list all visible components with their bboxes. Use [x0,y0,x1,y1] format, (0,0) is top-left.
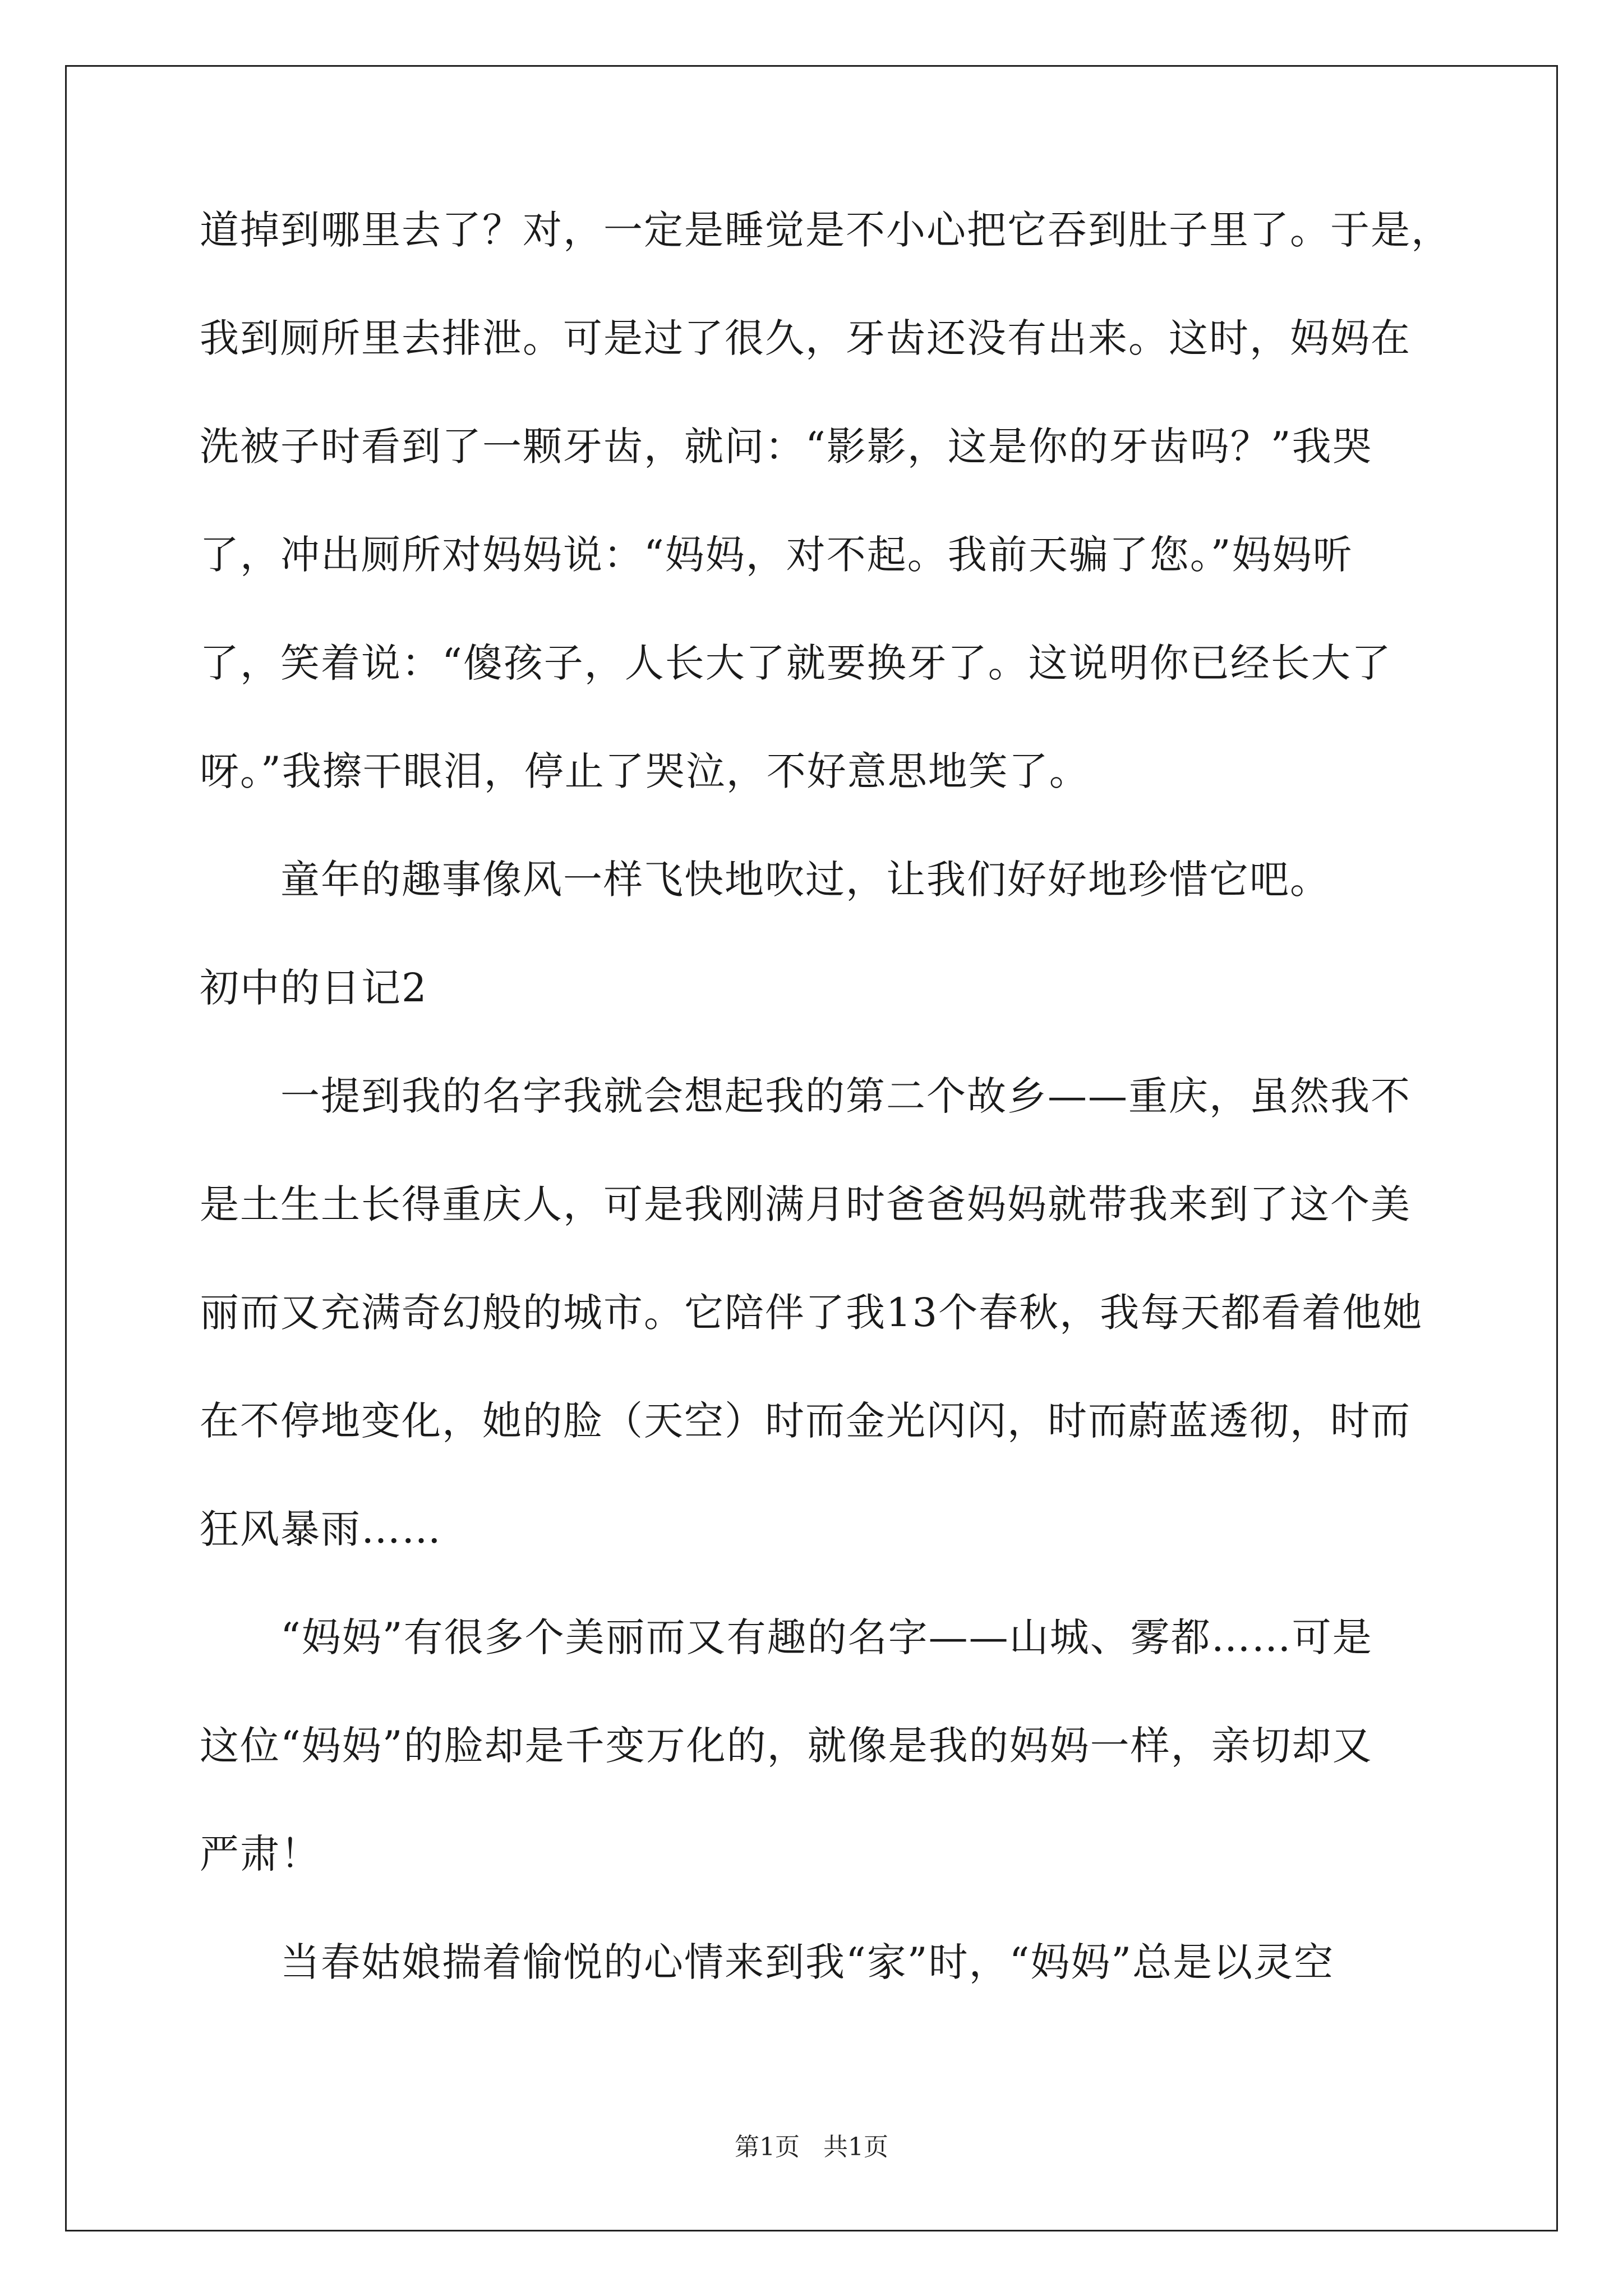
text-line: 了，笑着说：“傻孩子，人长大了就要换牙了。这说明你已经长大了 [200,640,1392,686]
text-line: 是土生土长得重庆人，可是我刚满月时爸爸妈妈就带我来到了这个美 [200,1181,1411,1227]
text-line: 严肃！ [200,1831,321,1877]
text-line: 丽而又充满奇幻般的城市。它陪伴了我13个春秋，我每天都看着他她 [200,1290,1423,1336]
text-line: 狂风暴雨…… [200,1506,442,1552]
text-line: 在不停地变化，她的脸（天空）时而金光闪闪，时而蔚蓝透彻，时而 [200,1398,1411,1444]
text-line: 呀。”我擦干眼泪，停止了哭泣，不好意思地笑了。 [200,748,1090,794]
text-line: 一提到我的名字我就会想起我的第二个故乡——重庆，虽然我不 [200,1073,1411,1119]
text-line: 当春姑娘揣着愉悦的心情来到我“家”时，“妈妈”总是以灵空 [200,1939,1335,1985]
page-border [65,65,1558,2231]
text-line: 童年的趣事像风一样飞快地吹过，让我们好好地珍惜它吧。 [200,857,1330,903]
page-footer [0,2132,1623,2163]
text-line: 这位“妈妈”的脸却是千变万化的，就像是我的妈妈一样，亲切却又 [200,1723,1373,1769]
text-line: 洗被子时看到了一颗牙齿，就问：“影影，这是你的牙齿吗？”我哭 [200,424,1373,470]
page-total: 共1页 [823,2133,888,2161]
text-line: 我到厕所里去排泄。可是过了很久，牙齿还没有出来。这时，妈妈在 [200,315,1411,361]
page-number: 第1页 [735,2133,800,2161]
text-line: 了，冲出厕所对妈妈说：“妈妈，对不起。我前天骗了您。”妈妈听 [200,532,1353,578]
section-heading: 初中的日记2 [200,965,428,1011]
text-line: 道掉到哪里去了？对，一定是睡觉是不小心把它吞到肚子里了。于是， [200,207,1451,253]
text-line: “妈妈”有很多个美丽而又有趣的名字——山城、雾都……可是 [200,1614,1373,1660]
